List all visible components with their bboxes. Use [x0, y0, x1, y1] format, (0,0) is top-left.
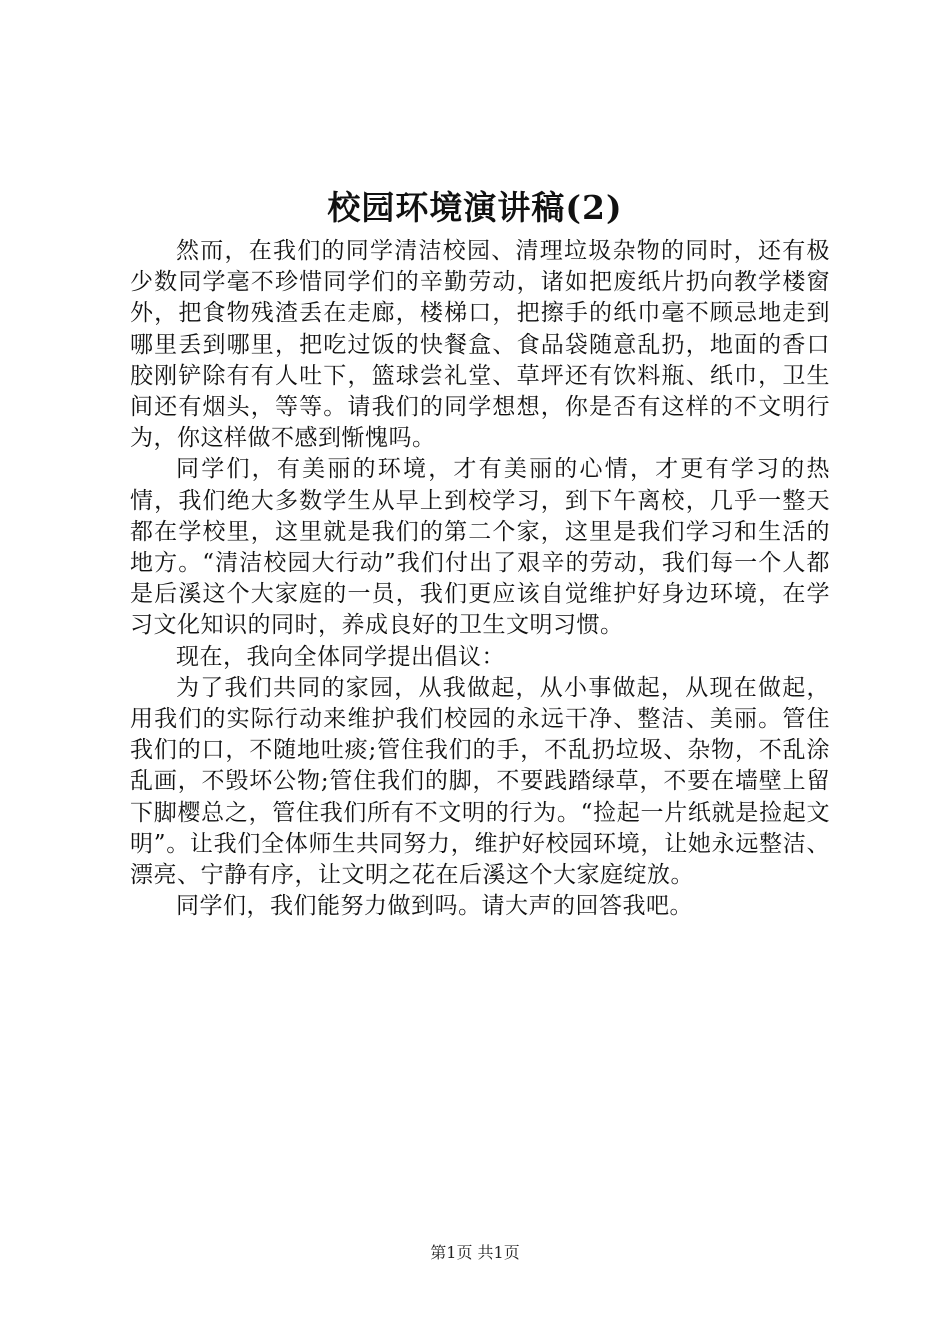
- paragraph: 同学们，有美丽的环境，才有美丽的心情，才更有学习的热情，我们绝大多数学生从早上到校学习，到下午离校，几乎一整天都在学校里，这里就是我们的第二个家，这里是我们学习和生活的地方。“清洁校园大行动”我们付出了艰辛的劳动，我们每一个人都是后溪这个大家庭的一员，我们更应该自觉维护好身边环境，在学习文化知识的同时，养成良好的卫生文明习惯。: [130, 456, 830, 639]
- document-body: [130, 236, 830, 922]
- paragraph: 同学们，我们能努力做到吗。请大声的回答我吧。: [176, 893, 693, 920]
- paragraph: 为了我们共同的家园，从我做起，从小事做起，从现在做起，用我们的实际行动来维护我们校园的永远干净、整洁、美丽。管住我们的口，不随地吐痰;管住我们的手，不乱扔垃圾、杂物，不乱涂乱画，不毁坏公物;管住我们的脚，不要践踏绿草，不要在墙壁上留下脚樱总之，管住我们所有不文明的行为。“捡起一片纸就是捡起文明”。让我们全体师生共同努力，维护好校园环境，让她永远整洁、漂亮、宁静有序，让文明之花在后溪这个大家庭绽放。: [130, 674, 830, 889]
- page-title: 校园环境演讲稿(2): [327, 188, 623, 227]
- paragraph: 现在，我向全体同学提出倡议：: [176, 643, 505, 670]
- page-footer: 第1页 共1页: [430, 1243, 520, 1262]
- paragraph: 然而，在我们的同学清洁校园、清理垃圾杂物的同时，还有极少数同学毫不珍惜同学们的辛勤劳动，诸如把废纸片扔向教学楼窗外，把食物残渣丢在走廊，楼梯口，把擦手的纸巾毫不顾忌地走到哪里丢到哪里，把吃过饭的快餐盒、食品袋随意乱扔，地面的香口胶刚铲除有有人吐下，篮球尝礼堂、草坪还有饮料瓶、纸巾，卫生间还有烟头，等等。请我们的同学想想，你是否有这样的不文明行为，你这样做不感到惭愧吗。: [130, 238, 830, 452]
